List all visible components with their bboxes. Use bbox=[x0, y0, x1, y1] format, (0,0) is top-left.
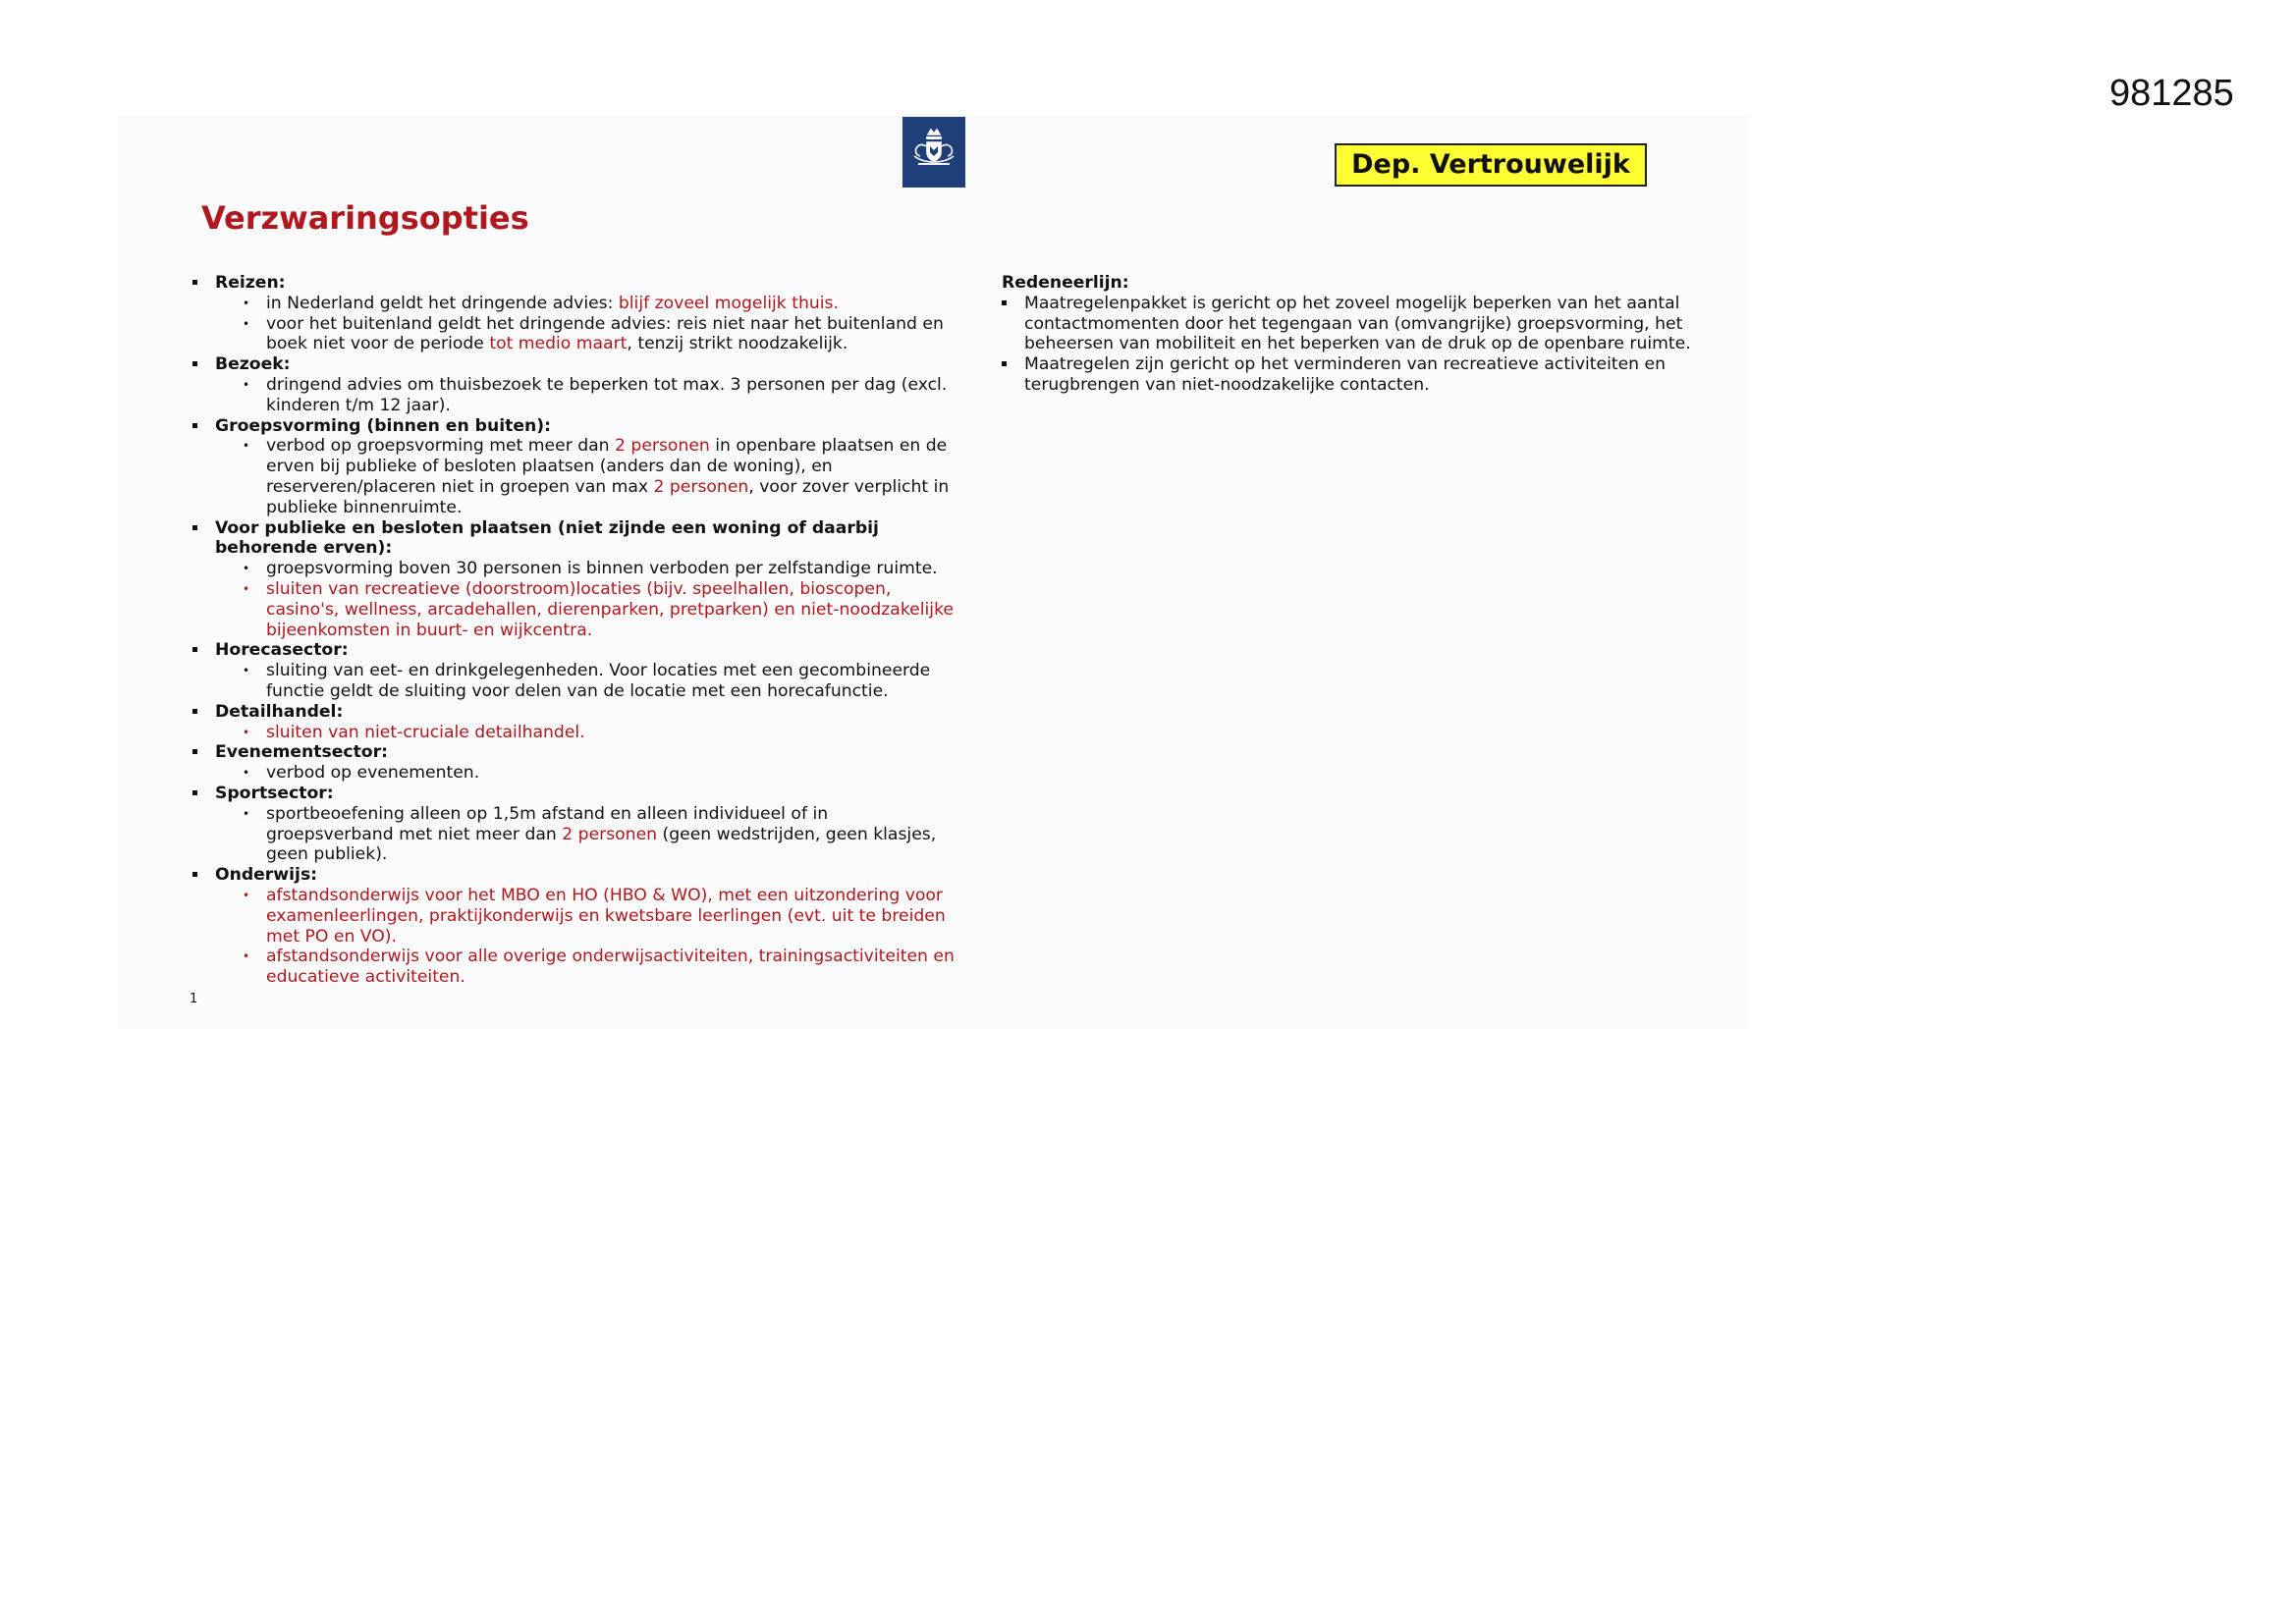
bullet-item bbox=[266, 723, 958, 743]
bullet-item bbox=[266, 294, 958, 314]
section-item bbox=[192, 865, 958, 988]
bullet-item bbox=[266, 314, 958, 355]
highlighted-text: afstandsonderwijs voor alle overige onderwijsactiviteiten, trainingsactiviteiten en educatieve activiteiten. bbox=[266, 947, 955, 988]
body-text: , voor zover verplicht in publieke binnenruimte. bbox=[266, 476, 950, 517]
rationale-list bbox=[1002, 294, 1728, 396]
body-text: sportbeoefening alleen op 1,5m afstand en alleen individueel of in groepsverband met niet meer dan bbox=[266, 803, 829, 844]
body-text: in Nederland geldt het dringende advies: bbox=[266, 293, 619, 313]
section-item bbox=[192, 354, 958, 415]
body-text: dringend advies om thuisbezoek te beperken tot max. 3 personen per dag (excl. kinderen t/m 12 jaar). bbox=[266, 374, 948, 415]
section-bullets bbox=[215, 723, 958, 743]
bullet-item bbox=[266, 559, 958, 579]
measures-column bbox=[192, 273, 958, 988]
section-heading: Evenementsector: bbox=[215, 742, 388, 763]
bullet-item bbox=[266, 763, 958, 784]
rationale-item: Maatregelen zijn gericht op het verminderen van recreatieve activiteiten en terugbrengen van niet-noodzakelijke contacten. bbox=[1002, 354, 1728, 396]
page-title: Verzwaringsopties bbox=[201, 199, 529, 237]
body-text: in openbare plaatsen en de erven bij publieke of besloten plaatsen (anders dan de woning), en reserveren/placeren niet in groepen van max bbox=[266, 436, 948, 497]
section-bullets bbox=[215, 661, 958, 702]
section-item bbox=[192, 518, 958, 641]
section-heading: Bezoek: bbox=[215, 354, 291, 375]
highlighted-text: 2 personen bbox=[653, 476, 749, 497]
section-heading: Detailhandel: bbox=[215, 701, 344, 722]
section-item bbox=[192, 273, 958, 354]
bullet-item bbox=[266, 579, 958, 640]
section-item bbox=[192, 742, 958, 784]
section-heading: Voor publieke en besloten plaatsen (niet zijnde een woning of daarbij behorende erven): bbox=[215, 517, 879, 559]
highlighted-text: sluiten van recreatieve (doorstroom)locaties (bijv. speelhallen, bioscopen, casino's, wellness, arcadehallen, dierenparken, pretparken) en niet-noodzakelijke bijeenkomsten in buurt- en wijkcentra. bbox=[266, 578, 954, 640]
body-text: verbod op evenementen. bbox=[266, 763, 480, 784]
section-heading: Reizen: bbox=[215, 273, 286, 293]
section-bullets bbox=[215, 436, 958, 517]
section-heading: Groepsvorming (binnen en buiten): bbox=[215, 415, 551, 436]
section-item bbox=[192, 702, 958, 743]
section-bullets bbox=[215, 294, 958, 354]
bullet-item bbox=[266, 375, 958, 416]
section-heading: Horecasector: bbox=[215, 640, 349, 661]
highlighted-text: blijf zoveel mogelijk thuis. bbox=[618, 293, 839, 313]
section-bullets bbox=[215, 375, 958, 416]
body-text: (geen wedstrijden, geen klasjes, geen publiek). bbox=[266, 824, 937, 865]
highlighted-text: sluiten van niet-cruciale detailhandel. bbox=[266, 722, 585, 742]
section-bullets bbox=[215, 763, 958, 784]
body-text: groepsvorming boven 30 personen is binnen verboden per zelfstandige ruimte. bbox=[266, 559, 938, 579]
classification-label: Dep. Vertrouwelijk bbox=[1335, 143, 1647, 187]
highlighted-text: 2 personen bbox=[562, 824, 658, 844]
body-text: , tenzij strikt noodzakelijk. bbox=[627, 334, 848, 354]
bullet-item bbox=[266, 947, 958, 988]
highlighted-text: 2 personen bbox=[615, 436, 710, 457]
page-number: 1 bbox=[190, 992, 198, 1006]
royal-coat-of-arms-icon bbox=[902, 117, 965, 188]
highlighted-text: tot medio maart bbox=[489, 334, 628, 354]
section-bullets bbox=[215, 886, 958, 988]
document-number: 981285 bbox=[2109, 73, 2234, 114]
rationale-column bbox=[1002, 273, 1728, 396]
body-text: sluiting van eet- en drinkgelegenheden. Voor locaties met een gecombineerde functie geldt de sluiting voor delen van de locatie met een horecafunctie. bbox=[266, 661, 931, 701]
highlighted-text: afstandsonderwijs voor het MBO en HO (HBO & WO), met een uitzondering voor examenleerlingen, praktijkonderwijs en kwetsbare leerlingen (evt. uit te breiden met PO en VO). bbox=[266, 885, 946, 947]
measures-list bbox=[192, 273, 958, 988]
section-item bbox=[192, 640, 958, 701]
section-bullets bbox=[215, 804, 958, 865]
section-bullets bbox=[215, 559, 958, 640]
section-item bbox=[192, 416, 958, 518]
rationale-heading: Redeneerlijn: bbox=[1002, 273, 1129, 293]
body-text: verbod op groepsvorming met meer dan bbox=[266, 436, 616, 457]
body-text: voor het buitenland geldt het dringende advies: reis niet naar het buitenland en boek niet voor de periode bbox=[266, 313, 944, 354]
section-item bbox=[192, 784, 958, 865]
section-heading: Sportsector: bbox=[215, 783, 334, 803]
section-heading: Onderwijs: bbox=[215, 865, 318, 886]
bullet-item bbox=[266, 661, 958, 702]
rationale-item: Maatregelenpakket is gericht op het zoveel mogelijk beperken van het aantal contactmomenten door het tegengaan van (omvangrijke) groepsvorming, het beheersen van mobiliteit en het beperken van de druk op de openbare ruimte. bbox=[1002, 294, 1728, 354]
bullet-item bbox=[266, 804, 958, 865]
bullet-item bbox=[266, 436, 958, 517]
bullet-item bbox=[266, 886, 958, 947]
